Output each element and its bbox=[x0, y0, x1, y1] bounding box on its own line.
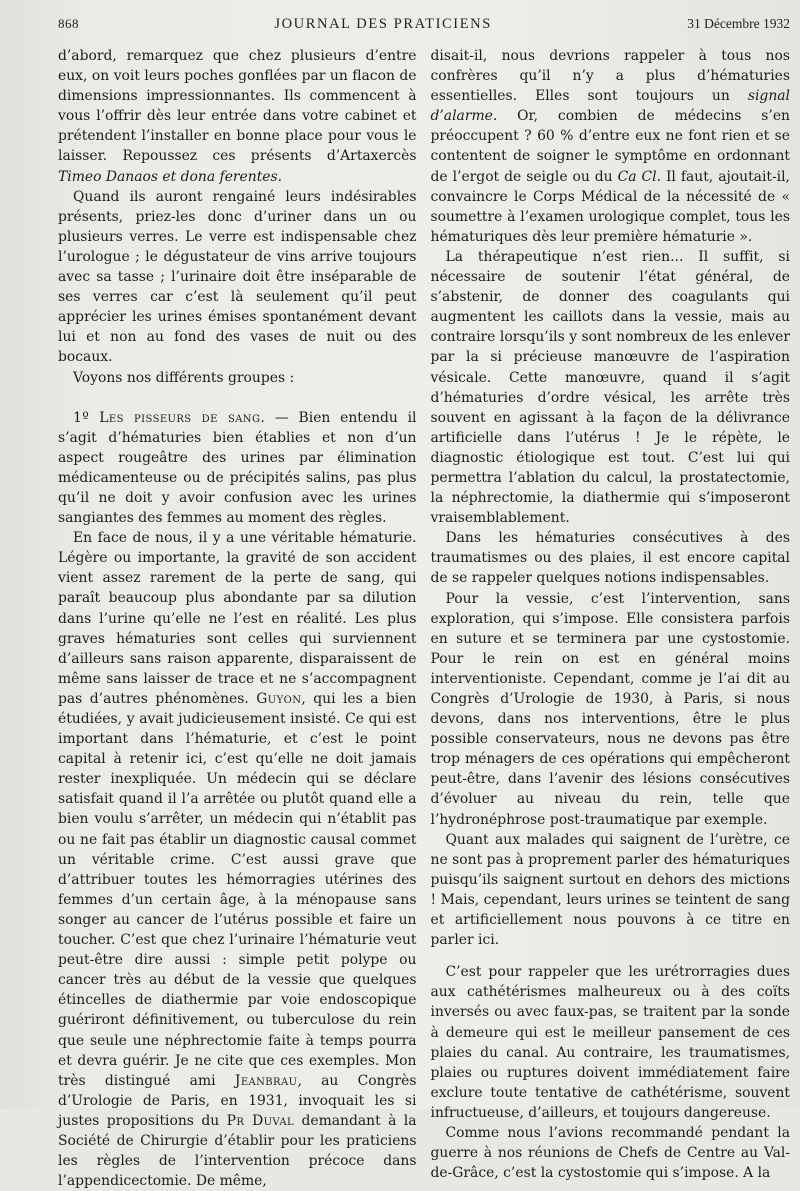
page-number: 868 bbox=[58, 16, 79, 31]
author-name: Pr Duval bbox=[226, 1112, 295, 1129]
text-run: — Bien entendu il s’agit d’hématuries bien établies et non d’un aspect rougeâtre des urines par élimination médicamenteuse ou de précipités salins, pas plus qu’il ne doit y avoir confusion avec les urines sangiantes des femmes au moment des règles. bbox=[58, 409, 417, 527]
author-name: Jeanbrau bbox=[234, 1072, 298, 1089]
paragraph: La thérapeutique n’est rien... Il suffit, si nécessaire de soutenir l’état général, de s’abstenir, de donner des coagulants qui augmentent les caillots dans la vessie, mais au contraire lorsqu’ils y sont nombreux de les enlever par la si précieuse manœuvre de l’aspiration vésicale. Cette manœuvre, quand il s’agit d’hématuries d’ordre vésical, les arrête très souvent en agissant à la façon de la délivrance artificielle dans l’utérus ! Je le répète, le diagnostic étiologique est tout. C’est lui qui permettra l’ablation du calcul, la prostatectomie, la néphrectomie, la diathermie qui s’imposeront vraisemblablement. bbox=[430, 248, 790, 527]
paragraph bbox=[431, 46, 791, 247]
text-run: . Or, combien de médecins s’en préoccupent ? 60 % d’entre eux ne font rien et se contentent de soigner le symptôme en ordonnant de l’ergot de seigle ou du bbox=[430, 108, 790, 185]
text-run: . Il faut, ajoutait-il, convaincre le Corps Médical de la nécessité de « soumettre à l’examen urologique complet, tous les hématuriques dès leur première hématurie ». bbox=[430, 168, 790, 245]
paragraph: Quant aux malades qui saignent de l’urètre, ce ne sont pas à proprement parler des hématuriques puisqu’ils saignent surtout en dehors des mictions ! Mais, cependant, leurs urines se teintent de sang et artificiellement nous pouvons à ce titre en parler ici. bbox=[430, 831, 790, 949]
italic-term: signal d’alarme bbox=[430, 88, 790, 125]
paragraph: Voyons nos différents groupes : bbox=[73, 369, 295, 386]
text-run: disait-il, nous devrions rappeler à tous nos confrères qu’il n’y a plus d’hématuries essentielles. Elles sont toujours un bbox=[430, 48, 790, 105]
text-run: En face de nous, il y a une véritable hématurie. Légère ou importante, la gravité de son accident vient assez rarement de la perte de sang, qui paraît beaucoup plus abondante par sa dilution dans l’urine qu’elle ne l’est en réalité. Les plus graves hématuries sont celles qui surviennent d’ailleurs sans raison apparente, disparaissent de même sans laisser de trace et ne s’accompagnent pas d’autres phénomènes. bbox=[58, 530, 417, 707]
issue-date: 31 Décembre 1932 bbox=[687, 16, 790, 31]
text-run: demandant à la Société de Chirurgie d’établir pour les praticiens les règles de l’intervention précoce dans l’appendicectomie. De même, bbox=[58, 1112, 417, 1190]
journal-title: JOURNAL DES PRATICIENS bbox=[274, 16, 492, 32]
text-run: , qui les a bien étudiées, y avait judicieusement insisté. Ce qui est important dans l’hématurie, et c’est le point capital à retenir ici, c’est qu’elle ne doit jamais rester inexpliquée. Un médecin qui se déclare satisfait quand il l’a arrêtée ou plutôt quand elle a bien voulu s’arrêter, un médecin qui n’établit pas ou ne fait pas établir un diagnostic causal commet un véritable crime. C’est aussi grave que d’attribuer toutes les hémorragies utérines des femmes d’un certain âge, à la ménopause sans songer au cancer de l’utérus possible et faire un toucher. C’est que chez l’urinaire l’hématurie veut peut-être dire aussi : simple petit polype ou cancer très au début de la vessie que quelques étincelles de diathermie par voie endoscopique guériront définitivement, ou tuberculose du rein que seule une néphrectomie faite à temps pourra et devra guérir. Je ne cite que ces exemples. Mon très distingué ami bbox=[58, 690, 417, 1089]
right-column bbox=[431, 46, 791, 1191]
left-column bbox=[58, 46, 417, 1191]
paragraph: Quand ils auront rengainé leurs indésirables présents, priez-les donc d’uriner dans un ou plusieurs verres. Le verre est indispensable chez l’urologue ; le dégustateur de vins arrive toujours avec sa tasse ; l’urinaire doit être inséparable de ses verres car c’est là seulement qu’il peut apprécier les urines émises spontanément devant lui et non au fond des vases de nuit ou des bocaux. bbox=[58, 188, 417, 366]
paragraph: Comme nous l’avions recommandé pendant la guerre à nos réunions de Chefs de Centre au Val-de-Grâce, c’est la cystostomie qui s’impose. A la bbox=[430, 1124, 790, 1182]
text-run: , au Congrès d’Urologie de Paris, en 1931, invoquait les si justes propositions du bbox=[58, 1072, 417, 1129]
author-name: Guyon bbox=[256, 690, 302, 707]
section-paragraph bbox=[58, 408, 417, 529]
paragraph: Pour la vessie, c’est l’intervention, sans exploration, qui s’impose. Elle consistera parfois en suture et se terminera par une cystostomie. Pour le rein on est en général moins interventioniste. Cependant, comme je l’ai dit au Congrès d’Urologie de 1930, à Paris, si nous devons, dans nos interventions, être le plus possible conservateurs, nous ne devons pas être trop ménagers de ces opérations qui empêcheront peut-être, dans l’avenir des lésions consécutives d’évoluer au niveau du rein, telle que l’hydronéphrose post-traumatique par exemple. bbox=[430, 590, 790, 828]
paragraph bbox=[58, 528, 417, 1191]
running-header bbox=[58, 16, 790, 42]
paragraph: Dans les hématuries consécutives à des traumatismes ou des plaies, il est encore capital de se rappeler quelques notions indispensables. bbox=[430, 530, 790, 587]
latin-quote: Timeo Danaos et dona ferentes. bbox=[58, 168, 283, 185]
section-heading: 1º Les pisseurs de sang. bbox=[73, 409, 266, 426]
italic-term: Ca Cl bbox=[617, 168, 657, 185]
text-run: d’abord, remarquez que chez plusieurs d’entre eux, on voit leurs poches gonflées par un flacon de dimensions impressionnantes. Ils commencent à vous l’offrir dès leur entrée dans votre cabinet et prétendent l’installer en bonne place pour vous le laisser. Repoussez ces présents d’Artaxercès bbox=[58, 48, 417, 165]
paragraph: C’est pour rappeler que les urétrorragies dues aux cathétérismes malheureux ou à des coïts inversés ou avec faux-pas, se traitent par la sonde à demeure qui est le meilleur pansement de ces plaies du canal. Au contraire, les traumatismes, plaies ou ruptures doivent immédiatement faire exclure toute tentative de cathétérisme, souvent infructueuse, d’ailleurs, et toujours dangereuse. bbox=[430, 964, 790, 1121]
two-column-body bbox=[58, 46, 790, 1191]
paragraph bbox=[58, 46, 417, 187]
